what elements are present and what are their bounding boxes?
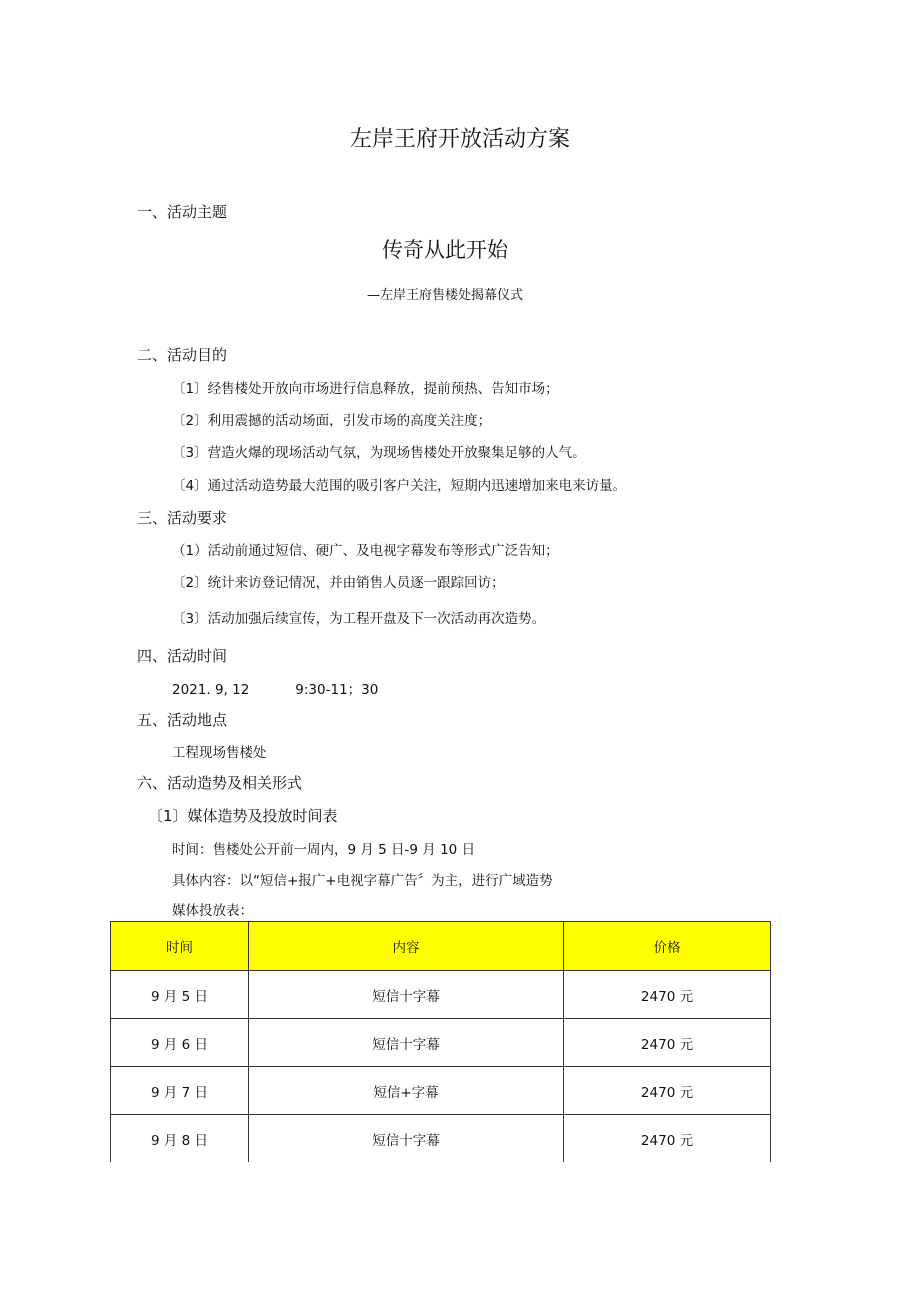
requirement-item: 〔2〕统计来访登记情况，并由销售人员逐一跟踪回访； (172, 575, 505, 591)
cell-date: 9 月 8 日 (111, 1115, 249, 1163)
table-header-row (111, 922, 771, 971)
section-heading-requirements: 三、活动要求 (137, 509, 228, 527)
requirement-item: 〔3〕活动加强后续宣传，为工程开盘及下一次活动再次造势。 (172, 611, 546, 627)
table-row (111, 1067, 771, 1115)
cell-price: 2470 元 (564, 1067, 771, 1115)
theme-main-title: 传奇从此开始 (382, 238, 508, 262)
cell-price: 2470 元 (564, 971, 771, 1019)
theme-subtitle: —左岸王府售楼处揭幕仪式 (366, 288, 523, 303)
purpose-item: 〔1〕经售楼处开放向市场进行信息释放，提前预热、告知市场； (172, 381, 559, 397)
purpose-item: 〔2〕利用震撼的活动场面，引发市场的高度关注度； (172, 413, 492, 429)
table-row (111, 971, 771, 1019)
purpose-item: 〔3〕营造火爆的现场活动气氛，为现场售楼处开放聚集足够的人气。 (172, 445, 586, 461)
event-location: 工程现场售楼处 (172, 745, 267, 761)
cell-content: 短信十字幕 (249, 971, 564, 1019)
section-heading-promotion: 六、活动造势及相关形式 (137, 774, 303, 792)
cell-price: 2470 元 (564, 1115, 771, 1163)
media-time-line: 时间：售楼处公开前一周内，9 月 5 日-9 月 10 日 (172, 842, 476, 858)
event-datetime (172, 678, 378, 698)
table-row (111, 1115, 771, 1163)
section-heading-theme: 一、活动主题 (137, 203, 228, 221)
table-row (111, 1019, 771, 1067)
media-content-line: 具体内容：以“短信+报广+电视字幕广告〞为主，进行广域造势 (172, 873, 553, 889)
document-title: 左岸王府开放活动方案 (349, 127, 570, 152)
cell-date: 9 月 5 日 (111, 971, 249, 1019)
cell-content: 短信+字幕 (249, 1067, 564, 1115)
cell-content: 短信十字幕 (249, 1115, 564, 1163)
cell-price: 2470 元 (564, 1019, 771, 1067)
header-price: 价格 (564, 922, 771, 971)
header-content: 内容 (249, 922, 564, 971)
header-time: 时间 (111, 922, 249, 971)
event-date: 2021. 9, 12 (172, 682, 250, 698)
section-heading-purpose: 二、活动目的 (137, 346, 228, 364)
section-heading-location: 五、活动地点 (137, 711, 228, 729)
media-schedule-heading: 〔1〕媒体造势及投放时间表 (148, 807, 338, 825)
cell-content: 短信十字幕 (249, 1019, 564, 1067)
purpose-item: 〔4〕通过活动造势最大范围的吸引客户关注，短期内迅速增加来电来访量。 (172, 478, 627, 494)
media-schedule-table (110, 921, 771, 1162)
cell-date: 9 月 6 日 (111, 1019, 249, 1067)
media-table-caption: 媒体投放表： (172, 903, 253, 919)
requirement-item: （1）活动前通过短信、硬广、及电视字幕发布等形式广泛告知； (172, 543, 559, 559)
section-heading-time: 四、活动时间 (137, 647, 228, 665)
event-time: 9:30-11；30 (295, 682, 379, 698)
cell-date: 9 月 7 日 (111, 1067, 249, 1115)
